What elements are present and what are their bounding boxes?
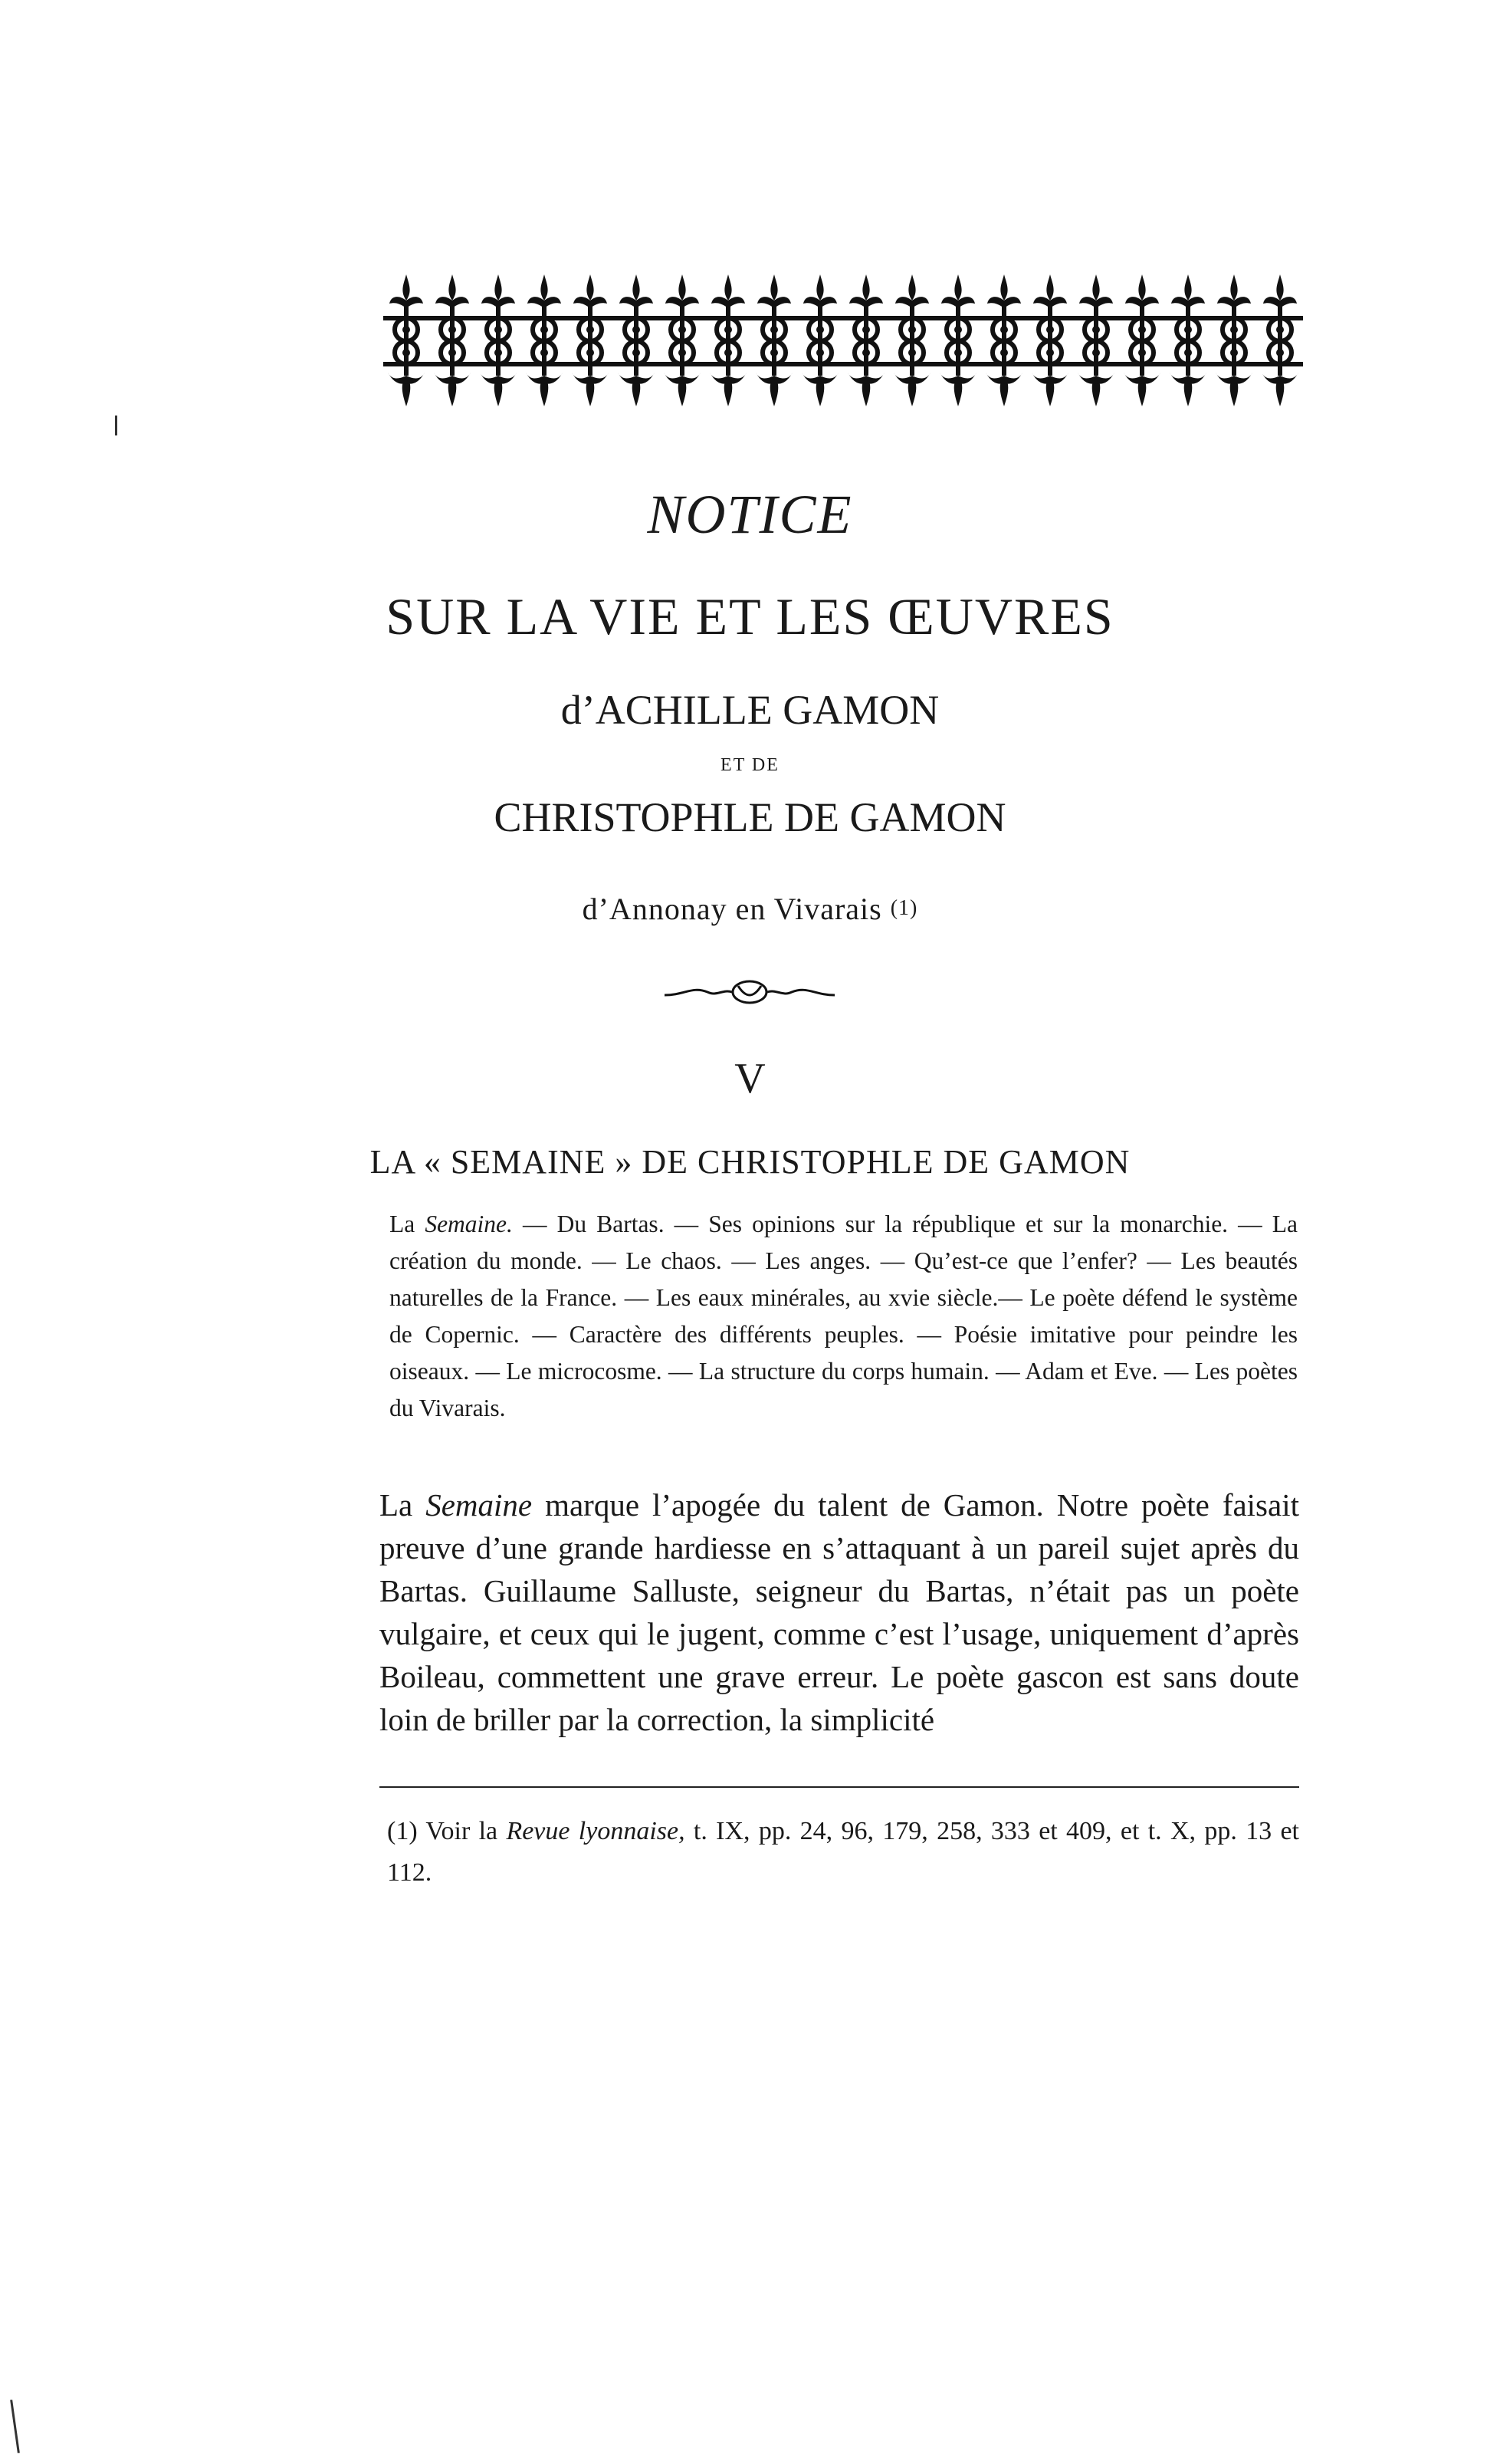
origin-note-ref: (1) [890, 896, 918, 920]
conjunction-heading: ET DE [720, 755, 780, 775]
divider-ornament [661, 975, 838, 1009]
body-paragraph [379, 1483, 1299, 1741]
subject-one-heading: d’ACHILLE GAMON [560, 687, 940, 733]
summary-text: — Du Bartas. — Ses opinions sur la république et sur la monarchie. — La création du monde. — Le chaos. — Les anges. — Qu’est-ce que l’enfer? — Les beautés naturelles de la France. — Les eaux minérales, au xvie siècle.— Le poète défend le système de Copernic. — Caractère des différents peuples. — Poésie imitative pour peindre les oiseaux. — Le microcosme. — La structure du corps humain. — Adam et Eve. — Les poètes du Vivarais. [389, 1211, 1298, 1421]
footnote-text: t. IX, pp. 24, 96, 179, 258, 333 et 409, et t. X, pp. 13 et 112. [387, 1817, 1299, 1887]
body-italic: Semaine [425, 1487, 533, 1523]
footnote [387, 1811, 1299, 1894]
subject-two-heading: CHRISTOPHLE DE GAMON [494, 794, 1006, 840]
footnote-divider [379, 1786, 1299, 1788]
ornamental-frieze [383, 268, 1303, 414]
main-title: SUR LA VIE ET LES ŒUVRES [386, 587, 1114, 646]
summary-lead-prefix: La [389, 1211, 425, 1237]
notice-title: NOTICE [647, 484, 853, 545]
origin-text: d’Annonay en Vivarais [582, 892, 882, 926]
footnote-prefix: (1) Voir la [387, 1817, 507, 1845]
footnote-italic: Revue lyonnaise, [506, 1817, 685, 1845]
section-numeral: V [734, 1055, 766, 1102]
origin-heading [0, 891, 1500, 927]
body-prefix: La [379, 1487, 426, 1523]
body-text-content: marque l’apogée du talent de Gamon. Notre poète faisait preuve d’une grande hardiesse en s’attaquant à un pareil sujet après du Bartas. Guillaume Salluste, seigneur du Bartas, n’était pas un poète vulgaire, et ceux qui le jugent, comme c’est l’usage, uniquement d’après Boileau, commettent une grave erreur. Le poète gascon est sans doute loin de briller par la correction, la simplicité [379, 1487, 1299, 1737]
scan-mark [115, 416, 117, 435]
scan-mark-bottom [10, 2400, 20, 2453]
chapter-summary [389, 1206, 1298, 1427]
summary-lead-italic: Semaine. [425, 1211, 513, 1237]
section-title: LA « SEMAINE » DE CHRISTOPHLE DE GAMON [369, 1143, 1131, 1181]
